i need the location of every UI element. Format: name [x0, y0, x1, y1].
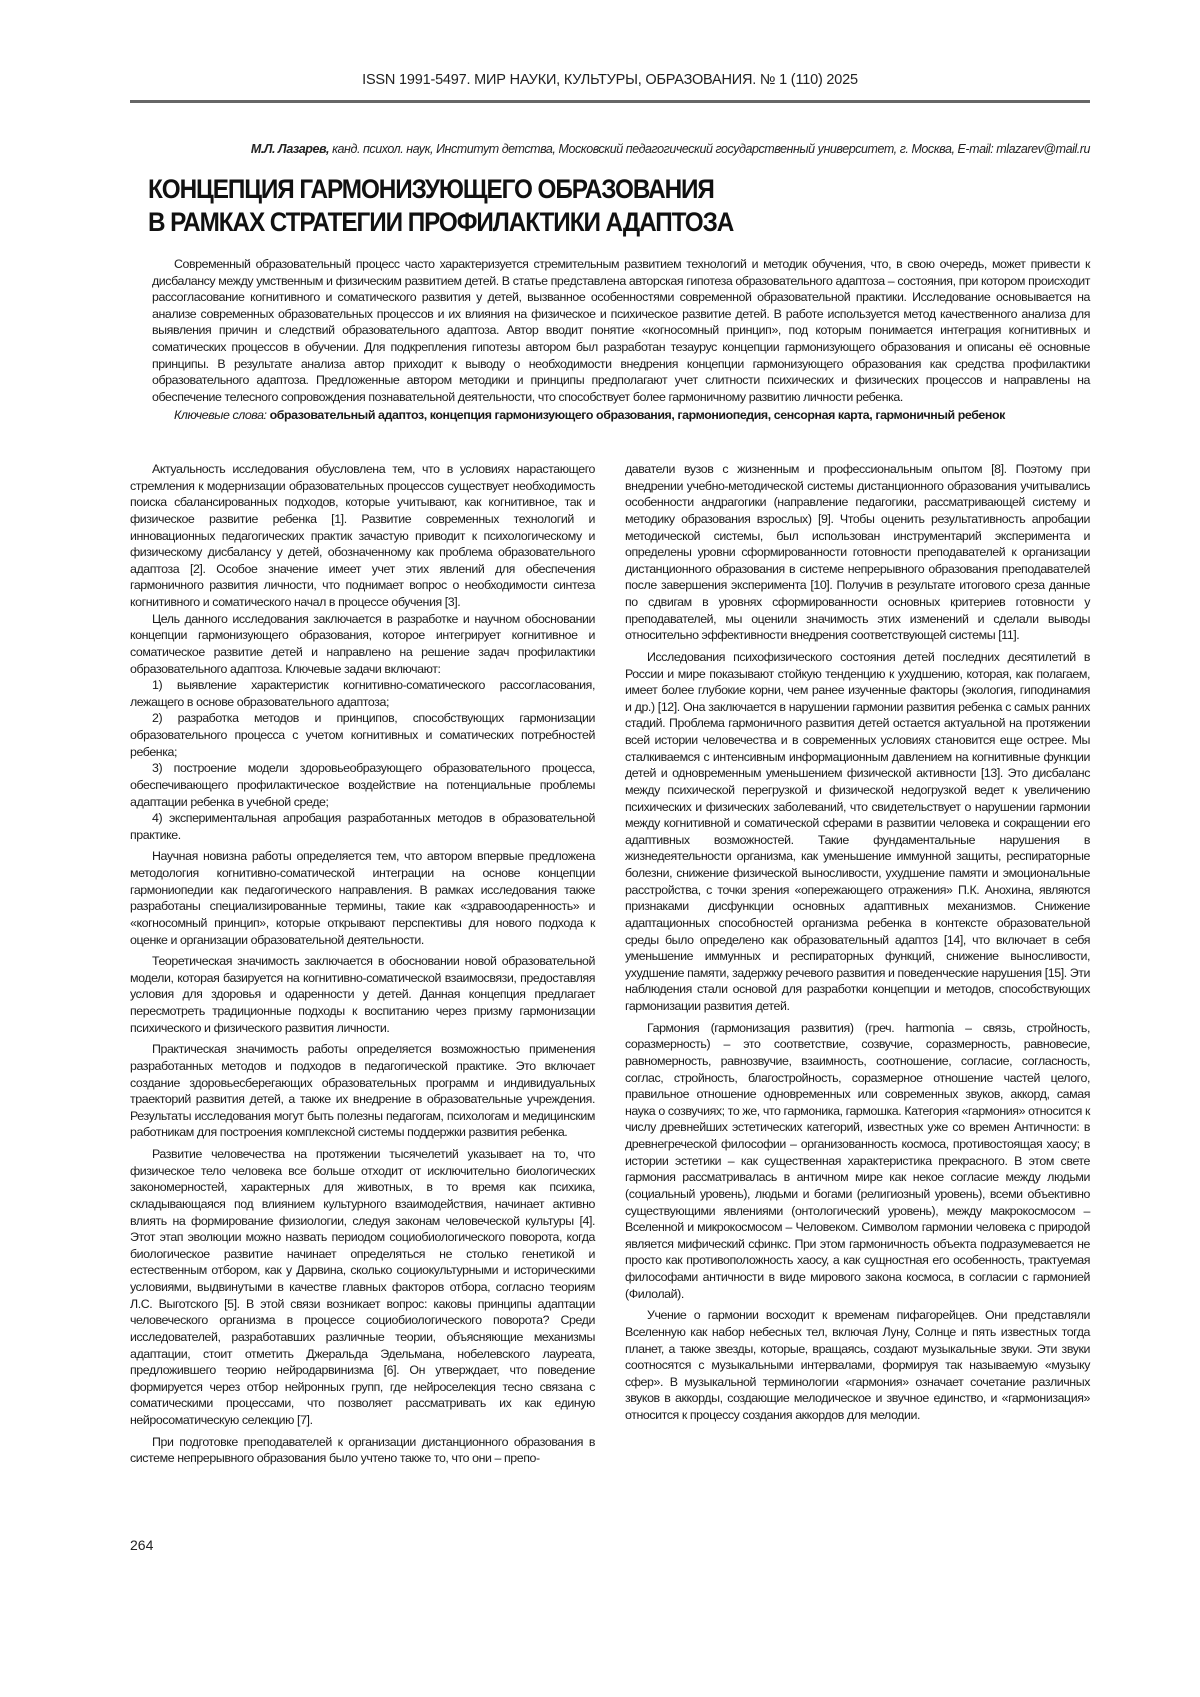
- list-item: 3) построение модели здоровьеобразующего образовательного процесса, обеспечивающего профилактическое воздействие на потенциальные проблемы адаптации ребенка в учебной среде;: [130, 761, 595, 809]
- paragraph: Цель данного исследования заключается в разработке и научном обосновании концепции гармонизующего образования, которое интегрирует когнитивное и соматическое развитие детей и направлено на решение задач профилактики образовательного адаптоза. Ключевые задачи включают:: [130, 611, 595, 676]
- keywords-label: Ключевые слова:: [174, 408, 270, 423]
- keywords: [152, 407, 1090, 424]
- left-column: [130, 461, 595, 1467]
- paragraph: Практическая значимость работы определяется возможностью применения разработанных методов и подходов в педагогической практике. Это включает создание здоровьесберегающих образовательных программ и индивидуальных траекторий развития детей, а также их внедрение в образовательные учреждения. Результаты исследования могут быть полезны педагогам, психологам и медицинским работникам для построения комплексной системы поддержки развития ребенка.: [130, 1042, 595, 1140]
- title-line-1: КОНЦЕПЦИЯ ГАРМОНИЗУЮЩЕГО ОБРАЗОВАНИЯ: [148, 174, 714, 204]
- title-line-2: В РАМКАХ СТРАТЕГИИ ПРОФИЛАКТИКИ АДАПТОЗА: [148, 207, 734, 237]
- list-item: 1) выявление характеристик когнитивно-соматического рассогласования, лежащего в основе образовательного адаптоза;: [130, 678, 595, 709]
- list-item: 2) разработка методов и принципов, способствующих гармонизации образовательного процесса с учетом когнитивных и соматических потребностей ребенка;: [130, 711, 595, 759]
- paragraph: При подготовке преподавателей к организации дистанционного образования в системе непрерывного образования было учтено также то, что они – препо-: [130, 1434, 595, 1466]
- header-rule: [130, 100, 1090, 103]
- right-column: [625, 461, 1090, 1424]
- abstract-text: Современный образовательный процесс часто характеризуется стремительным развитием технологий и методик обучения, что, в свою очередь, может привести к дисбалансу между умственным и физическим развитием детей. В статье представлена авторская гипотеза образовательного адаптоза – состояния, при котором происходит рассогласование когнитивного и соматического развития у детей, вызванное особенностями современной образовательной практики. Исследование основывается на анализе современных образовательных процессов и их влияния на физическое и психическое развитие детей. В работе используется метод качественного анализа для выявления причин и следствий образовательного адаптоза. Автор вводит понятие «когносомный принцип», под которым понимается интеграция когнитивных и соматических процессов в обучении. Для подкрепления гипотезы автором был разработан тезаурус концепции гармонизующего образования и описаны её основные принципы. В результате анализа автор приходит к выводу о необходимости внедрения концепции гармонизующего образования как средства профилактики образовательного адаптоза. Предложенные автором методики и принципы предполагают учет слитности психических и физических процессов и направлены на обеспечение телесного сопровождения познавательной деятельности, что способствует более гармоничному развитию личности ребенка.: [152, 257, 1090, 404]
- paragraph: Гармония (гармонизация развития) (греч. harmonia – связь, стройность, соразмерность) – это соответствие, созвучие, соразмерность, равновесие, равномерность, равнозвучие, взаимность, соотношение, согласие, согласность, соглас, стройность, благостройность, соразмерное отношение частей целого, правильное отношение одновременных или современных звуков, аккорд, самая наука о созвучиях; то же, что гармоника, гармошка. Категория «гармония» относится к числу древнейших эстетических категорий, известных уже со времен Античности: в древнегреческой философии – организованность космоса, противостоящая хаосу; в истории эстетики – как существенная характеристика прекрасного. В этом свете гармония рассматривалась в античном мире как некое согласие между людьми (социальный уровень), людьми и богами (религиозный уровень), всеми объективно существующими явлениями (онтологический уровень), между макрокосмосом – Вселенной и микрокосмосом – Человеком. Символом гармонии человека с природой является мифический сфинкс. При этом гармоничность объекта подразумевается не просто как противоположность хаосу, а как сущностная его особенность, трактуемая философами античности в виде мирового закона космоса, в согласии с гармонией (Филолай).: [625, 1020, 1090, 1301]
- paragraph: Теоретическая значимость заключается в обосновании новой образовательной модели, которая базируется на когнитивно-соматической взаимосвязи, предоставляя условия для здоровья и одаренности у детей. Данная концепция предлагает пересмотреть традиционные подходы к воспитанию через призму гармонизации психического и физического развития личности.: [130, 954, 595, 1035]
- keywords-list: образовательный адаптоз, концепция гармонизующего образования, гармониопедия, сенсорная карта, гармоничный ребенок: [269, 408, 1005, 423]
- paragraph: Актуальность исследования обусловлена тем, что в условиях нарастающего стремления к модернизации образовательных процессов существует необходимость поиска сбалансированных подходов, которые учитывают, как когнитивное, так и физическое развитие ребенка [1]. Развитие современных технологий и инновационных педагогических практик зачастую приводит к психологическому и физическому дисбалансу у детей, обозначенному как проблема образовательного адаптоза [2]. Особое значение имеет учет этих явлений для обеспечения гармоничного развития личности, что поднимает вопрос о необходимости синтеза когнитивного и соматического начал в процессе обучения [3].: [130, 462, 595, 609]
- running-header: ISSN 1991-5497. МИР НАУКИ, КУЛЬТУРЫ, ОБРАЗОВАНИЯ. № 1 (110) 2025: [362, 72, 858, 88]
- paragraph: Исследования психофизического состояния детей последних десятилетий в России и мире показывают стойкую тенденцию к ухудшению, которая, как полагаем, имеет более глубокие корни, чем ранее изученные факторы (экология, гиподинамия и др.) [12]. Она заключается в нарушении гармонии развития ребенка с самых ранних стадий. Проблема гармоничного развития детей остается актуальной на протяжении всей истории человечества и в современных условиях становится еще острее. Мы сталкиваемся с интенсивным информационным давлением на когнитивные функции детей и одновременным уменьшением физической активности [13]. Это дисбаланс между психической перегрузкой и физической недогрузкой ведет к увеличению психических и физических заболеваний, что свидетельствует о нарушении гармонии между когнитивной и соматической сферами в развитии человека и сокращении его адаптивных возможностей. Такие фундаментальные нарушения в жизнедеятельности организма, как уменьшение иммунной защиты, респираторные болезни, снижение физической выносливости, ухудшение памяти и эмоциональные расстройства, с точки зрения «опережающего отражения» П.К. Анохина, являются признаками дисфункции основных адаптивных механизмов. Снижение адаптационных способностей организма ребенка в контексте образовательной среды было определено как образовательный адаптоз [14], что включает в себя уменьшение иммунных и респираторных функций, снижение выносливости, ухудшение памяти, задержку речевого развития и поведенческие нарушения [15]. Эти наблюдения стали основой для разработки концепции и методов, способствующих гармонизации развития детей.: [625, 649, 1091, 1013]
- list-item: 4) экспериментальная апробация разработанных методов в образовательной практике.: [130, 811, 595, 842]
- paragraph: Учение о гармонии восходит к временам пифагорейцев. Они представляли Вселенную как набор небесных тел, включая Луну, Солнце и пять известных тогда планет, а также звезды, которые, вращаясь, создают музыкальные звуки. Эти звуки соотносятся с музыкальными интервалами, формируя так называемую «музыку сфер». В музыкальной терминологии «гармония» означает сочетание различных звуков в аккорды, создающие мелодическое и звучное единство, и «гармонизация» относится к процессу создания аккордов для мелодии.: [625, 1308, 1090, 1422]
- paragraph: Развитие человечества на протяжении тысячелетий указывает на то, что физическое тело человека все больше отходит от исключительно биологических закономерностей, характерных для животных, в то время как психика, складывающаяся под влиянием культурного взаимодействия, начинает активно влиять на формирование физиологии, следуя законам человеческой культуры [4]. Этот этап эволюции можно назвать периодом социобиологического поворота, когда биологическое развитие начинает определяться не столько генетикой и естественным отбором, как у Дарвина, сколько социокультурными и историческими условиями, выдвинутыми в качестве главных факторов отбора, согласно теориям Л.С. Выготского [5]. В этой связи возникает вопрос: каковы принципы адаптации человеческого организма в процессе социобиологического поворота? Среди исследователей, разработавших различные теории, объясняющие механизмы адаптации, стоит отметить Джеральда Эдельмана, нобелевского лауреата, предложившего теорию нейродарвинизма [6]. Он утверждает, что поведение формируется через отбор нейронных групп, где нейроселекция тесно связана с соматическими процессами, что позволяет рассматривать их как единую нейросоматическую селекцию [7].: [130, 1147, 595, 1427]
- abstract: [152, 256, 1090, 424]
- author-name: М.Л. Лазарев,: [250, 142, 330, 156]
- author-line: [251, 142, 1090, 156]
- article-title: [148, 173, 733, 239]
- paragraph: даватели вузов с жизненным и профессиональным опытом [8]. Поэтому при внедрении учебно-методической системы дистанционного образования учитывались особенности андрагогики (направление педагогики, рассматривающей систему и методику образования взрослых) [9]. Чтобы оценить результативность апробации методической системы, был использован инструментарий эксперимента и определены уровни сформированности готовности преподавателей к организации дистанционного образования в системе непрерывного образования преподавателей после завершения эксперимента [10]. Получив в результате итогового среза данные по сдвигам в уровнях сформированности основных критериев готовности у преподавателей, мы оценили значимость этих изменений и сделали выводы относительно эффективности внедрения соответствующей системы [11].: [625, 462, 1090, 643]
- page-number: 264: [130, 1537, 154, 1553]
- paragraph: Научная новизна работы определяется тем, что автором впервые предложена методология когнитивно-соматической интеграции на основе концепции гармониопедии как педагогического направления. В рамках исследования также разработаны специализированные термины, такие как «здравоодаренность» и «когносомный принцип», которые открывают перспективы для нового подхода к оценке и организации образовательной деятельности.: [130, 849, 595, 947]
- author-affiliation: канд. психол. наук, Институт детства, Московский педагогический государственный университет, г. Москва, E-mail: mlazarev@mail.ru: [329, 142, 1090, 156]
